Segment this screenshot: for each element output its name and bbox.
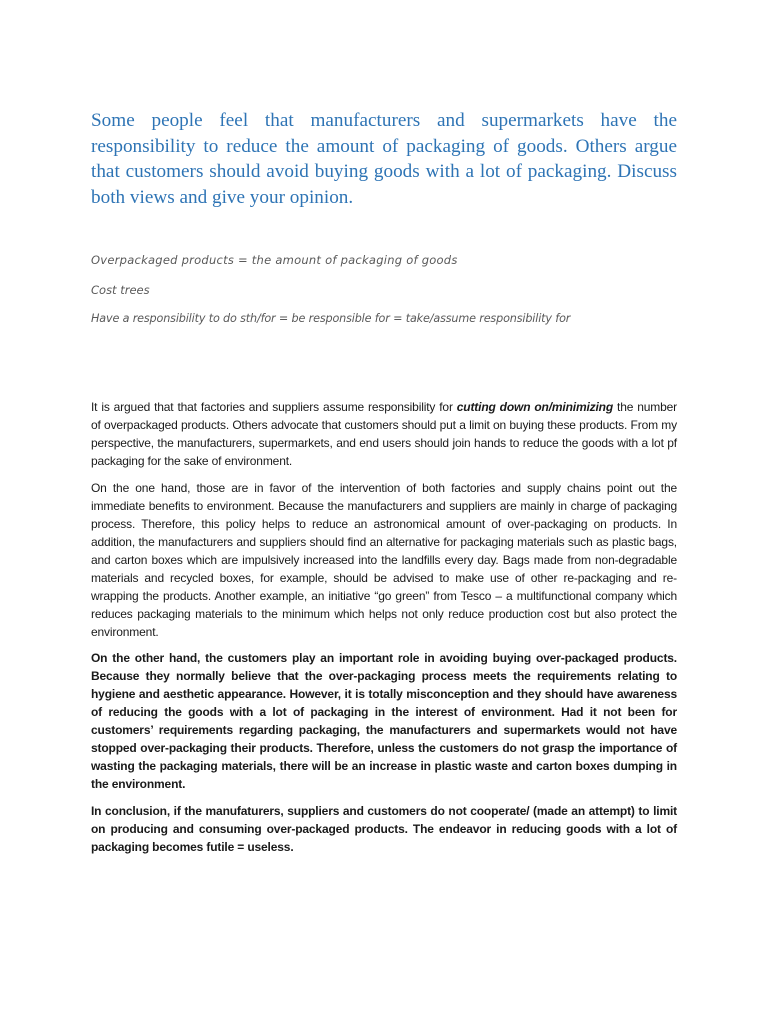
vocab-note-overpackaged: Overpackaged products = the amount of packaging of goods — [91, 253, 458, 267]
essay-conclusion: In conclusion, if the manufaturers, suppliers and customers do not cooperate/ (made an attempt) to limit on producing and consuming over-packaged products. The endeavor in reducing goods with a lot of packaging becomes futile = useless. — [91, 803, 677, 854]
intro-emphasis: cutting down on/minimizing — [456, 400, 614, 414]
intro-text-end: the number of overpackaged products. Others advocate that customers should put a limit on buying these products. From my perspective, the manufacturers, supermarkets, and end users should join hands to reduce the goods with a lot pf packaging for the sake of environment. — [91, 400, 677, 468]
essay-introduction — [91, 398, 677, 470]
essay-paragraph-one: On the one hand, those are in favor of the intervention of both factories and supply chains point out the immediate benefits to environment. Because the manufacturers and suppliers are mainly in charge of packaging process. Therefore, this policy helps to reduce an astronomical amount of over-packaging on products. In addition, the manufacturers and suppliers should find an alternative for packaging materials such as plastic bags, and carton boxes which are impulsively increased into the landfills every day. Bags made from non-degradable materials and recycled boxes, for example, should be advised to make use of other re-packaging and re-wrapping the products. Another example, an initiative “go green” from Tesco – a multifunctional company which reduces packaging materials to the minimum which helps not only reduce production cost but also protect the environment. — [91, 480, 677, 639]
essay-body — [91, 398, 677, 864]
vocab-note-cost-trees: Cost trees — [91, 283, 150, 297]
intro-text-start: It is argued that that factories and suppliers assume responsibility for — [91, 400, 457, 414]
essay-paragraph-two: On the other hand, the customers play an important role in avoiding buying over-packaged products. Because they normally believe that the over-packaging process meets the requirements relating to hygiene and aesthetic appearance. However, it is totally misconception and they should have awareness of reducing the goods with a lot of packaging in the interest of environment. Had it not been for customers’ requirements regarding packaging, the manufacturers and supermarkets would not have stopped over-packaging their products. Therefore, unless the customers do not grasp the importance of wasting the packaging materials, there will be an increase in plastic waste and carton boxes dumping in the environment. — [91, 651, 677, 791]
vocab-note-responsibility: Have a responsibility to do sth/for = be responsible for = take/assume responsibility for — [91, 312, 571, 325]
essay-prompt: Some people feel that manufacturers and supermarkets have the responsibility to reduce the amount of packaging of goods. Others argue that customers should avoid buying goods with a lot of packaging. Discuss both views and give your opinion. — [91, 110, 677, 208]
